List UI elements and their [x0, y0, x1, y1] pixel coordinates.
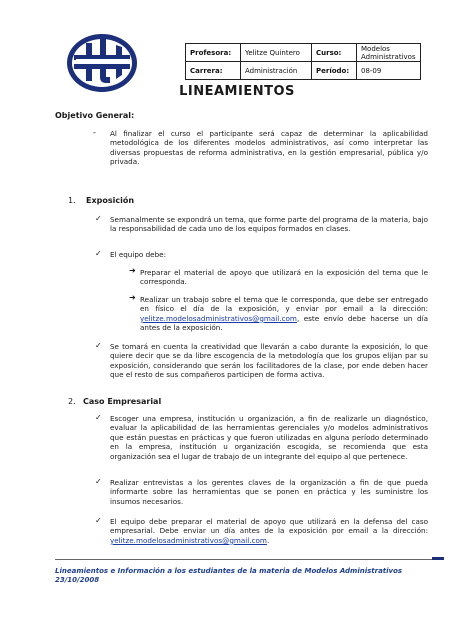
exposicion-item-3: Se tomará en cuenta la creatividad que llevarán a cabo durante la exposición, lo que quiere decir que se da libre escogencia de la metodología que los grupos elijan par su exposición, considerando que serán los facilitadores de la clase, por ende deben hacer que el resto de sus compañeros participen de forma activa.: [110, 342, 428, 380]
page-title: LINEAMIENTOS: [179, 84, 295, 99]
carrera-label: Carrera:: [186, 62, 241, 80]
profesora-value: Yelitze Quintero: [241, 44, 312, 62]
section-number: 1.: [68, 196, 76, 205]
section-number: 2.: [68, 397, 76, 406]
caso-item-1: Escoger una empresa, institución u organización, a fin de realizarle un diagnóstico, evaluar la aplicabilidad de las herramientas gerenciales y/o modelos administrativos que están puestas en prácticas y que fueron utilizadas en alguna período determinado en la empresa, institución u organización escogida, se recomienda que esta organización sea el lugar de trabajo de un integrante del equipo al que pertenece.: [110, 414, 428, 461]
curso-label: Curso:: [312, 44, 357, 62]
email-link[interactable]: yelitze.modelosadministrativos@gmail.com: [110, 535, 267, 545]
course-info-table: [185, 43, 421, 80]
profesora-label: Profesora:: [186, 44, 241, 62]
curso-value: Modelos Administrativos: [357, 44, 421, 62]
footer-divider: [55, 559, 443, 560]
arrow-bullet-icon: ➜: [129, 266, 136, 275]
caso-item-2: Realizar entrevistas a los gerentes claves de la organización a fin de que pueda informarte sobre las herramientas que se ponen en práctica y les suministre los insumos necesarios.: [110, 478, 428, 506]
table-row: [186, 44, 421, 62]
arrow-bullet-icon: ➜: [129, 293, 136, 302]
checkmark-icon: ✓: [95, 249, 102, 258]
checkmark-icon: ✓: [95, 516, 102, 525]
caso-item-3: El equipo debe preparar el material de apoyo que utilizará en la defensa del caso empresarial. Debe enviar un día antes de la exposición por email a la dirección: yelitze.modelosadministrativos@gmail.com.: [110, 517, 428, 545]
checkmark-icon: ✓: [95, 413, 102, 422]
footer-line-1: Lineamientos e Información a los estudiantes de la materia de Modelos Administrativos: [55, 567, 403, 575]
checkmark-icon: ✓: [95, 341, 102, 350]
table-row: [186, 62, 421, 80]
objetivo-text: Al finalizar el curso el participante será capaz de determinar la aplicabilidad metodológica de los diferentes modelos administrativos, así como interpretar las diversas propuestas de reforma administrativa, en la gestión empresarial, pública y/o privada.: [110, 129, 428, 167]
objetivo-heading: Objetivo General:: [55, 111, 135, 120]
periodo-label: Período:: [312, 62, 357, 80]
exposicion-heading: Exposición: [86, 196, 135, 205]
dash-bullet-icon: -: [93, 128, 96, 137]
caso-heading: Caso Empresarial: [83, 397, 162, 406]
exposicion-sub-2: Realizar un trabajo sobre el tema que le corresponda, que debe ser entregado en físico el día de la exposición, y enviar por email a la dirección: yelitze.modelosadministrativos@gmail.com, este envío debe hacerse un día antes de la exposición.: [140, 295, 428, 333]
email-link[interactable]: yelitze.modelosadministrativos@gmail.com: [140, 313, 297, 323]
exposicion-item-1: Semanalmente se expondrá un tema, que forme parte del programa de la materia, bajo la responsabilidad de cada uno de los equipos formados en clases.: [110, 215, 428, 234]
carrera-value: Administración: [241, 62, 312, 80]
checkmark-icon: ✓: [95, 477, 102, 486]
periodo-value: 08-09: [357, 62, 421, 80]
exposicion-item-2: El equipo debe:: [110, 250, 166, 259]
exposicion-sub-1: Preparar el material de apoyo que utilizará en la exposición del tema que le corresponda.: [140, 268, 428, 287]
footer: [55, 567, 455, 585]
footer-accent: [432, 557, 444, 560]
footer-date: 23/10/2008: [55, 576, 100, 584]
checkmark-icon: ✓: [95, 214, 102, 223]
